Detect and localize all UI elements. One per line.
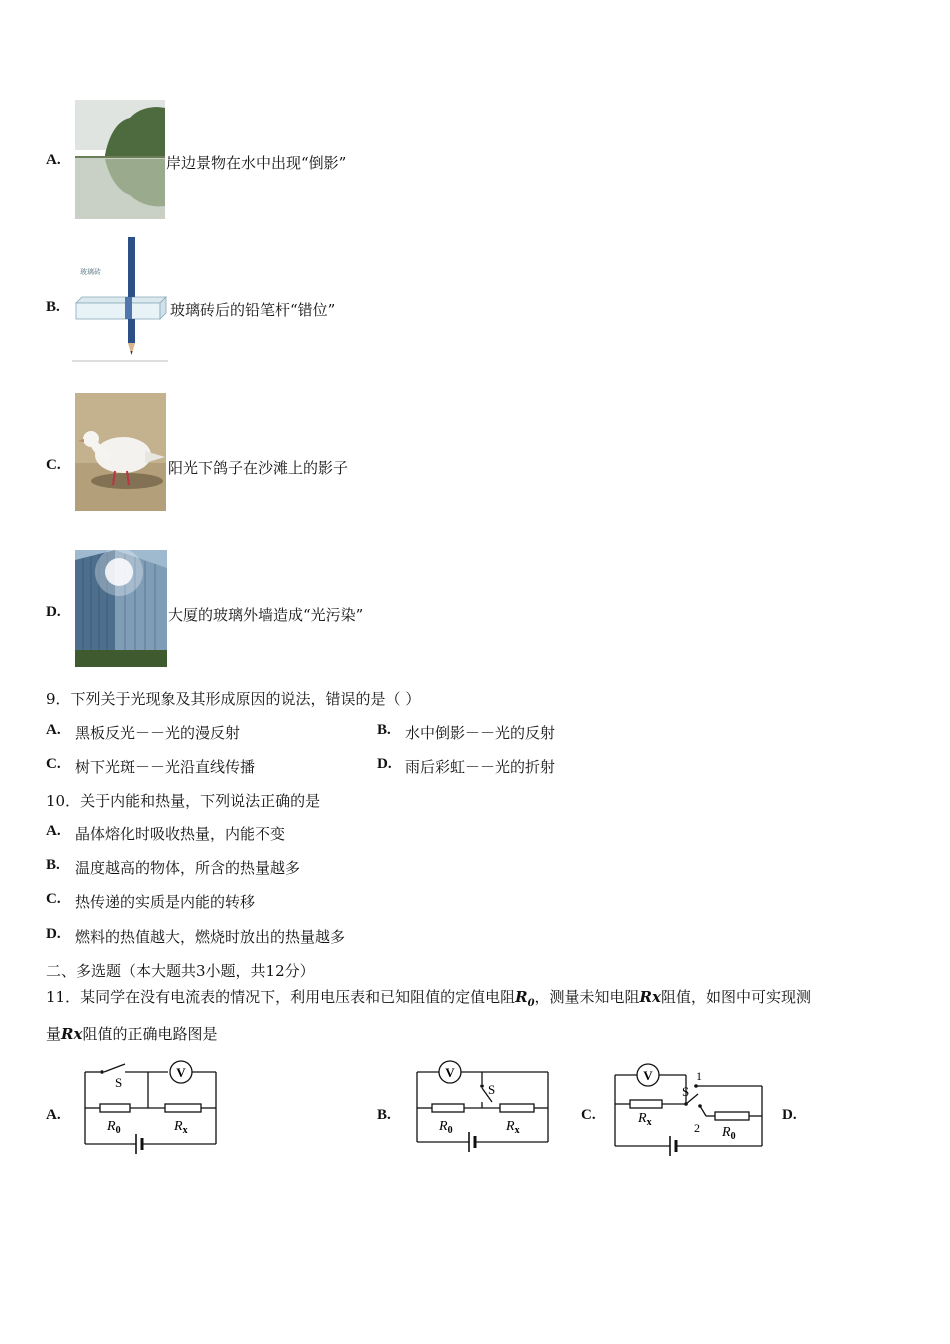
circuit-b-rx-sub: x [514,1125,520,1136]
q8-option-d-label: D. [46,604,61,620]
circuit-diagram-a [80,1060,222,1158]
circuit-a-r0-sub: 0 [115,1125,121,1136]
q11-option-a-label: A. [46,1107,61,1123]
circuit-c-position-2: 2 [694,1121,700,1135]
q9-option-b-text: 水中倒影－－光的反射 [405,724,556,742]
circuit-b-switch-label: S [488,1082,496,1097]
circuit-b-r0-letter: R [439,1119,448,1134]
section-title: 二、多选题（本大题共3小题，共12分） [46,962,315,980]
q11-stem-part1: 11．某同学在没有电流表的情况下，利用电压表和已知阻值的定值电阻 [46,988,516,1006]
q10-option-d-text: 燃料的热值越大，燃烧时放出的热量越多 [75,928,346,946]
circuit-b-r0-sub: 0 [447,1125,453,1136]
q10-option-d-label: D. [46,926,61,942]
q11-rx-symbol: Rx [639,988,661,1006]
circuit-c-switch-label: S [682,1084,690,1099]
q9-option-a-text: 黑板反光－－光的漫反射 [75,724,241,742]
q11-stem-part2: ，测量未知电阻 [534,988,640,1006]
q10-option-a-label: A. [46,823,61,839]
q11-option-c-label: C. [581,1107,596,1123]
q11-r0-symbol [515,988,535,1009]
q11-rx-symbol-2: Rx [61,1025,83,1043]
circuit-a-rx-letter: R [174,1119,183,1134]
circuit-c-rx-label [637,1111,652,1128]
q9-stem: 9．下列关于光现象及其形成原因的说法，错误的是（ ） [46,690,421,708]
q10-stem: 10．关于内能和热量，下列说法正确的是 [46,792,321,810]
circuit-c-rx-sub: x [646,1117,652,1128]
q9-option-d-text: 雨后彩虹－－光的折射 [405,758,556,776]
q11-stem-line2 [46,1023,217,1044]
q11-r0-subscript: 0 [527,998,535,1009]
circuit-c-r0-sub: 0 [730,1131,736,1142]
q11-stem-part4: 量 [46,1025,62,1043]
circuit-a-switch-label: S [115,1075,123,1090]
circuit-c-rx-letter: R [638,1111,647,1126]
q9-option-d-label: D. [377,756,392,772]
q11-stem-part3: 阻值，如图中可实现测 [660,988,811,1006]
q8-option-c-label: C. [46,457,61,473]
q10-option-b-label: B. [46,857,60,873]
glass-brick-caption: 玻璃砖 [80,268,101,276]
lake-reflection-image [75,100,165,219]
q8-option-b-label: B. [46,299,60,315]
q8-option-b-text: 玻璃砖后的铅笔杆“错位” [170,301,336,319]
circuit-c-voltmeter-label: V [643,1068,653,1083]
glass-building-image [75,550,167,667]
circuit-a-rx-label [173,1119,188,1136]
q9-option-a-label: A. [46,722,61,738]
q11-stem-part5: 阻值的正确电路图是 [82,1025,218,1043]
q11-stem-line1 [46,986,811,1009]
circuit-c-r0-label [721,1125,736,1142]
q10-option-c-label: C. [46,891,61,907]
q8-option-d-text: 大厦的玻璃外墙造成“光污染” [168,606,364,624]
circuit-diagram-c [610,1058,770,1162]
q10-option-b-text: 温度越高的物体，所含的热量越多 [75,859,301,877]
circuit-c-r0-letter: R [722,1125,731,1140]
circuit-a-r0-letter: R [107,1119,116,1134]
circuit-a-rx-sub: x [182,1125,188,1136]
q11-option-b-label: B. [377,1107,391,1123]
circuit-b-r0-label [438,1119,453,1136]
q9-option-b-label: B. [377,722,391,738]
circuit-b-voltmeter-label: V [445,1065,455,1080]
q10-option-a-text: 晶体熔化时吸收热量，内能不变 [75,825,286,843]
circuit-diagram-b [412,1060,554,1156]
q9-option-c-text: 树下光斑－－光沿直线传播 [75,758,256,776]
pigeon-shadow-image [75,393,166,511]
q9-option-c-label: C. [46,756,61,772]
q8-option-a-text: 岸边景物在水中出现“倒影” [166,154,347,172]
q11-r0-letter: R [515,988,528,1006]
circuit-b-rx-letter: R [506,1119,515,1134]
q8-option-c-text: 阳光下鸽子在沙滩上的影子 [168,459,349,477]
q8-option-a-label: A. [46,152,61,168]
circuit-c-position-1: 1 [696,1069,702,1083]
q11-option-d-label: D. [782,1107,797,1123]
glass-brick-pencil-image [72,235,168,362]
q10-option-c-text: 热传递的实质是内能的转移 [75,893,256,911]
circuit-a-voltmeter-label: V [176,1065,186,1080]
circuit-a-r0-label [106,1119,121,1136]
circuit-b-rx-label [505,1119,520,1136]
